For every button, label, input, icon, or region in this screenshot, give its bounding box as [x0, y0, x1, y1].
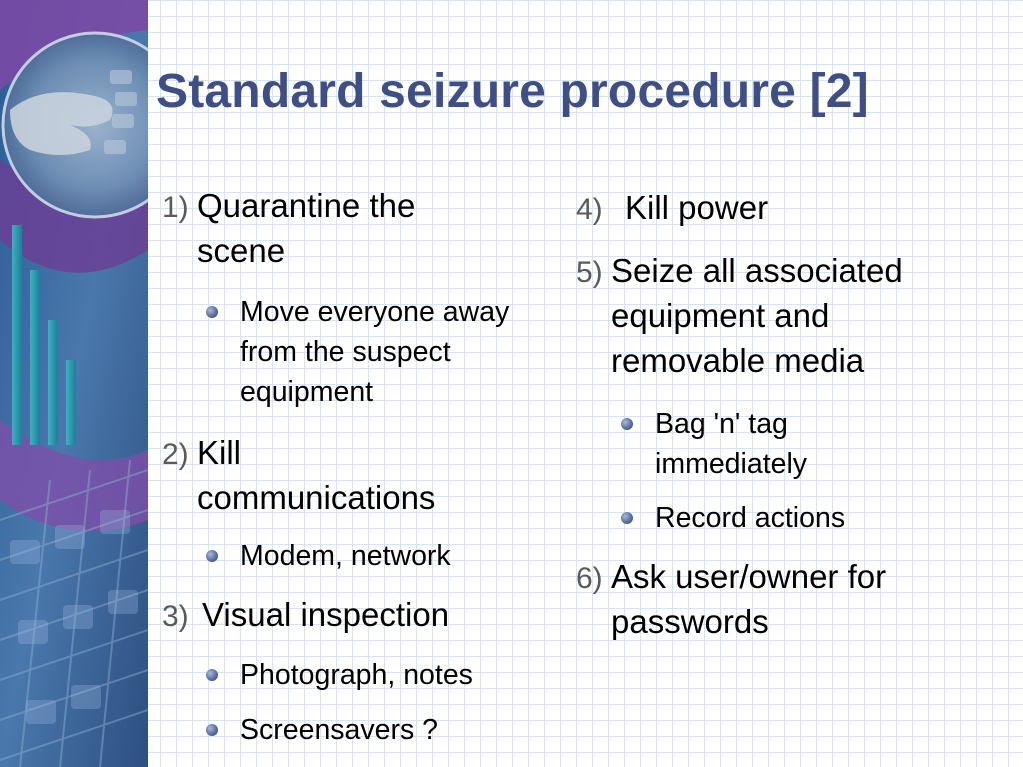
sub-item: Record actions	[655, 498, 955, 538]
item-text: Visual inspection	[202, 596, 450, 633]
list-item-4	[576, 185, 996, 230]
item-text: Seize all associated equipment and removable media	[611, 252, 903, 379]
list-item-1	[162, 183, 502, 273]
sub-item: Bag 'n' tag immediately	[655, 404, 895, 484]
item-number: 4)	[576, 193, 603, 226]
sub-item: Screensavers ?	[240, 710, 560, 750]
item-number: 3)	[162, 600, 189, 633]
sub-item: Move everyone away from the suspect equipment	[240, 292, 560, 412]
item-text: Kill communications	[197, 434, 436, 516]
item-number: 2)	[162, 438, 189, 471]
round-bullet-icon	[621, 418, 633, 430]
sub-item: Modem, network	[240, 536, 560, 576]
round-bullet-icon	[206, 550, 218, 562]
round-bullet-icon	[621, 512, 633, 524]
item-number: 1)	[162, 191, 189, 224]
round-bullet-icon	[206, 306, 218, 318]
sub-item: Photograph, notes	[240, 655, 560, 695]
hand-on-keyboard-image	[0, 0, 148, 767]
list-item-5	[576, 248, 996, 383]
slide-title: Standard seizure procedure [2]	[156, 65, 869, 118]
list-item-2	[162, 430, 522, 520]
item-text: Kill power	[625, 189, 769, 226]
item-number: 6)	[576, 562, 603, 595]
round-bullet-icon	[206, 669, 218, 681]
item-text: Quarantine the scene	[197, 187, 416, 269]
item-text: Ask user/owner for passwords	[611, 558, 887, 640]
round-bullet-icon	[206, 724, 218, 736]
list-item-6	[576, 554, 996, 644]
list-item-3	[162, 592, 542, 637]
item-number: 5)	[576, 256, 603, 289]
sidebar-decoration	[0, 0, 148, 767]
